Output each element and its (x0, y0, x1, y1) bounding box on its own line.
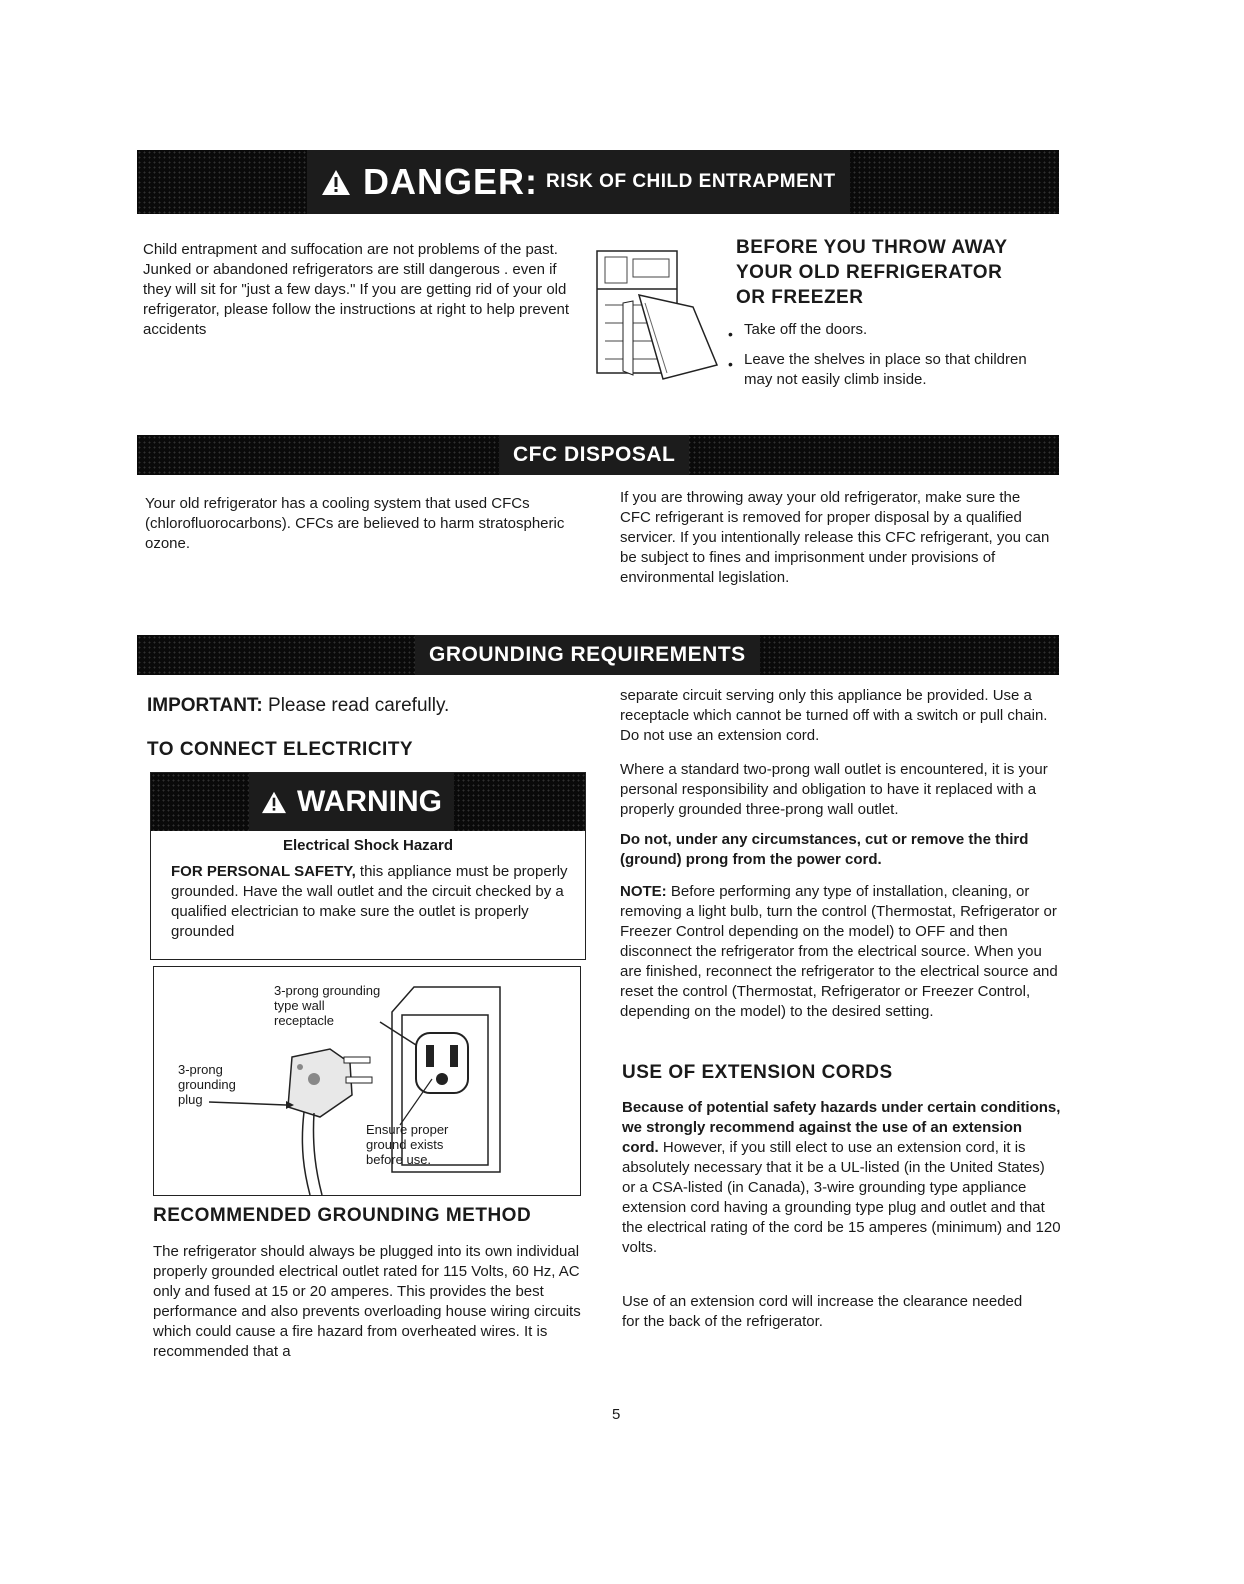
warning-subtitle: Electrical Shock Hazard (282, 837, 454, 854)
separate-circuit-text: separate circuit serving only this appliance be provided. Use a receptacle which cannot be turned off with a switch or pull chain. Do not use an extension cord. (620, 687, 1048, 744)
note-text (620, 882, 1060, 1022)
extension-heading: USE OF EXTENSION CORDS (622, 1062, 893, 1083)
warning-header (151, 773, 585, 831)
refrigerator-illustration (593, 245, 721, 385)
before-heading-line-3: OR FREEZER (736, 287, 864, 308)
plug-label: 3-prong grounding plug (178, 1062, 236, 1107)
ground-prong-warning: Do not, under any circumstances, cut or remove the third (ground) prong from the power cord. (620, 831, 1029, 868)
danger-subtitle: RISK OF CHILD ENTRAPMENT (546, 171, 836, 192)
danger-title (307, 150, 850, 214)
extension-text (622, 1098, 1062, 1258)
cfc-right-text: If you are throwing away your old refrigerator, make sure the CFC refrigerant is removed for proper disposal by a qualified servicer. If you intentionally release this CFC refrigerant, you can be subject to fines and imprisonment under provisions of environmental legislation. (620, 489, 1050, 586)
cfc-left-text: Your old refrigerator has a cooling system that used CFCs (chlorofluorocarbons). CFCs are believed to harm stratospheric ozone. (145, 495, 565, 552)
recommended-heading: RECOMMENDED GROUNDING METHOD (153, 1205, 532, 1226)
warning-title (249, 773, 454, 831)
bullet-take-off-doors: • Take off the doors. (728, 320, 1048, 340)
cfc-banner (137, 435, 1059, 475)
important-label: IMPORTANT: (147, 695, 263, 716)
note-label: NOTE: (620, 883, 667, 900)
extension-clearance-text: Use of an extension cord will increase the clearance needed for the back of the refrigerator. (622, 1293, 1023, 1330)
danger-word: DANGER: (363, 161, 538, 202)
cfc-title-text: CFC DISPOSAL (513, 443, 676, 466)
before-heading-line-2: YOUR OLD REFRIGERATOR (736, 262, 1003, 283)
warning-triangle-icon (261, 790, 287, 814)
important-line (147, 695, 449, 717)
danger-intro: Child entrapment and suffocation are not problems of the past. Junked or abandoned refrigerators are still dangerous . even if they will sit for "just a few days." If you are getting rid of your old refrigerator, please follow the instructions at right to help prevent accidents (143, 241, 570, 338)
receptacle-label: 3-prong grounding type wall receptacle (274, 983, 381, 1028)
two-prong-text: Where a standard two-prong wall outlet is encountered, it is your personal responsibility and obligation to have it replaced with a properly grounded three-prong wall outlet. (620, 761, 1048, 818)
danger-banner (137, 150, 1059, 214)
before-bullets (728, 320, 1048, 400)
bullet-leave-shelves: • Leave the shelves in place so that children may not easily climb inside. (728, 350, 1048, 390)
before-heading (736, 235, 1008, 310)
warning-box (150, 772, 586, 960)
warning-text (171, 862, 571, 942)
grounding-title-text: GROUNDING REQUIREMENTS (429, 643, 746, 666)
note-body: Before performing any type of installation, cleaning, or removing a light bulb, turn the control (Thermostat, Refrigerator or Freezer Control depending on the model) to OFF and then disconnect the refrigerator from the electrical source. When you are finished, reconnect the refrigerator to the electrical source and reset the control (Thermostat, Refrigerator or Freezer Control, depending on the model) to the desired setting. (620, 883, 1058, 1020)
important-text: Please read carefully. (268, 695, 450, 716)
extension-body: However, if you still elect to use an extension cord, it is absolutely necessary that it be a UL-listed (in the United States) or a CSA-listed (in Canada), 3-wire grounding type appliance extension cord having a grounding type plug and outlet and that the electrical rating of the cord be 15 amperes (minimum) and 120 volts. (622, 1139, 1061, 1256)
warning-triangle-icon (321, 168, 351, 196)
grounding-banner (137, 635, 1059, 675)
recommended-text: The refrigerator should always be plugged into its own individual properly grounded electrical outlet rated for 115 Volts, 60 Hz, AC only and fused at 15 or 20 amperes. This provides the best performance and also prevents overloading house wiring circuits which could cause a fire hazard from overheated wires. It is recommended that a (153, 1243, 581, 1360)
before-heading-line-1: BEFORE YOU THROW AWAY (736, 237, 1008, 258)
connect-heading: TO CONNECT ELECTRICITY (147, 739, 414, 760)
grounding-title (415, 635, 760, 675)
warning-body: this appliance must be properly grounded. Have the wall outlet and the circuit checked by a qualified electrician to make sure the outlet is properly grounded (171, 863, 568, 940)
page-number: 5 (612, 1406, 621, 1423)
ensure-label: Ensure proper ground exists before use. (366, 1122, 449, 1167)
cfc-title (499, 435, 689, 475)
extension-bold: Because of potential safety hazards under certain conditions, we strongly recommend against the use of an extension cord. (622, 1099, 1061, 1156)
warning-word: WARNING (297, 785, 442, 818)
grounding-figure (153, 966, 581, 1196)
warning-lead: FOR PERSONAL SAFETY, (171, 863, 356, 880)
